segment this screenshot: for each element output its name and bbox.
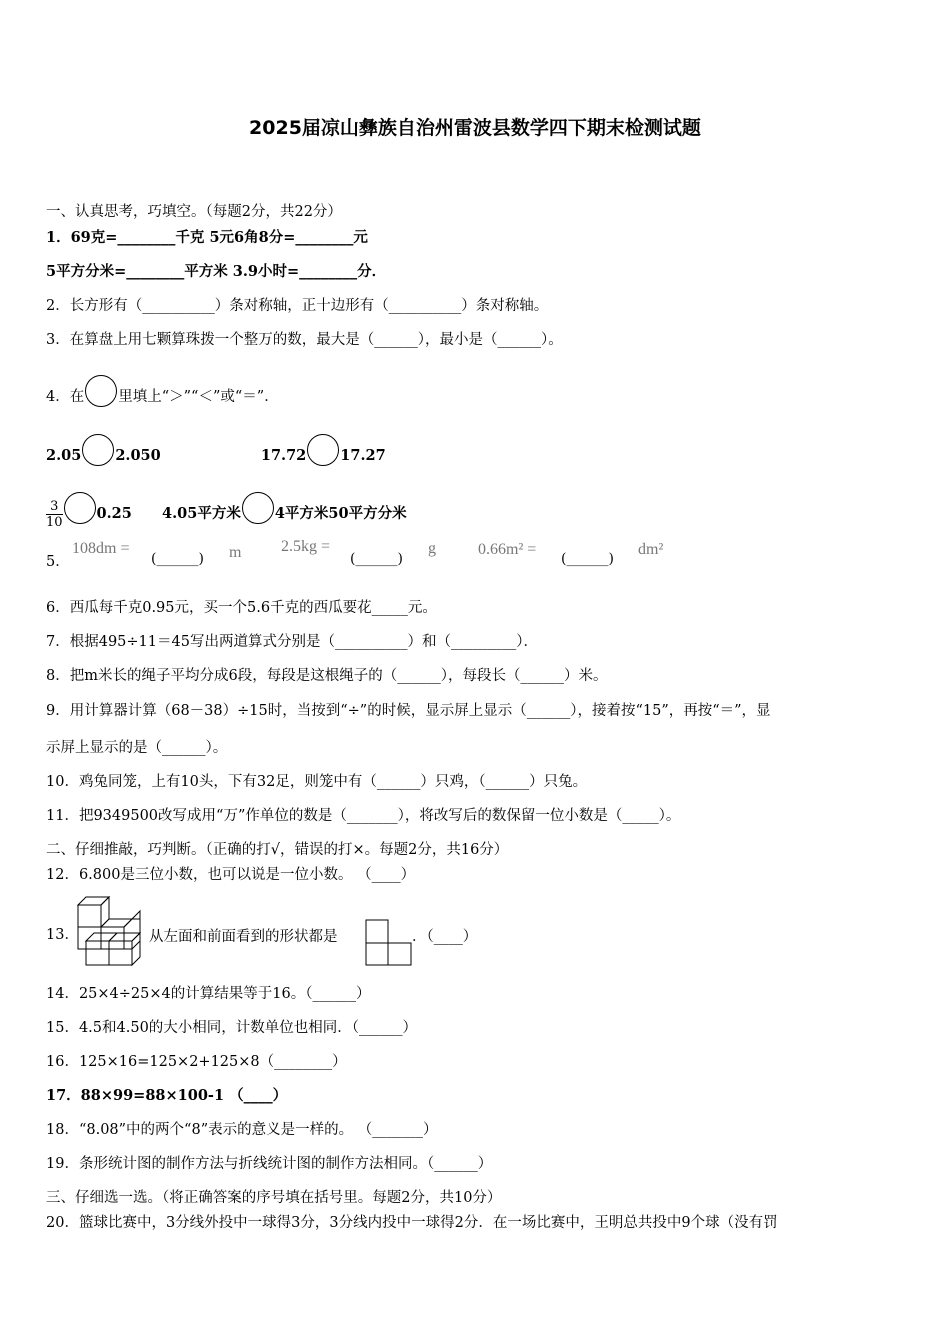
question-3: 3．在算盘上用七颗算珠拨一个整万的数，最大是（______），最小是（______）。: [46, 332, 563, 348]
q5c-expression: 0.66m² =: [478, 541, 537, 558]
q5a-blank[interactable]: (______): [151, 551, 204, 567]
compare-circle-icon: [85, 375, 117, 407]
question-9-line-1: 9．用计算器计算（68－38）÷15时，当按到“÷”的时候，显示屏上显示（______），接着按“15”，再按“＝”，显: [46, 703, 771, 719]
question-10: 10．鸡兔同笼，上有10头，下有32足，则笼中有（______）只鸡，（______）只兔。: [46, 774, 588, 790]
q5a-unit: m: [229, 544, 242, 561]
compare-circle-icon[interactable]: [307, 434, 339, 466]
compare-circle-icon[interactable]: [64, 492, 96, 524]
fraction-numerator: 3: [46, 499, 63, 515]
question-4: [46, 375, 279, 407]
q4c-right: 0.25: [96, 505, 132, 522]
question-5-number: 5．: [46, 554, 70, 570]
compare-circle-icon[interactable]: [242, 492, 274, 524]
fraction: [46, 499, 63, 530]
q4b-left: 17.72: [260, 447, 307, 464]
section-2-heading: 二、仔细推敲，巧判断。（正确的打√，错误的打×。每题2分，共16分）: [46, 842, 509, 858]
question-9-line-2: 示屏上显示的是（______）。: [46, 740, 228, 756]
question-8: 8．把m米长的绳子平均分成6段，每段是这根绳子的（______），每段长（______）米。: [46, 668, 608, 684]
section-1-heading: 一、认真思考，巧填空。（每题2分，共22分）: [46, 204, 342, 220]
q4d-left: 4.05平方米: [162, 505, 241, 522]
compare-circle-icon[interactable]: [82, 434, 114, 466]
q4d-right: 4平方米50平方分米: [274, 505, 407, 522]
question-18: 18．“8.08”中的两个“8”表示的意义是一样的。 （_______）: [46, 1122, 438, 1138]
q4a-right: 2.050: [115, 447, 161, 464]
q5c-unit: dm²: [638, 541, 664, 558]
question-16: 16．125×16=125×2+125×8（________）: [46, 1054, 347, 1070]
question-7: 7．根据495÷11＝45写出两道算式分别是（__________）和（_________）．: [46, 634, 538, 650]
q5a-expression: 108dm =: [72, 540, 130, 557]
question-14: 14．25×4÷25×4的计算结果等于16。（______）: [46, 986, 371, 1002]
q13-text: 从左面和前面看到的形状都是: [149, 929, 338, 945]
q13-answer[interactable]: ．（____）: [412, 929, 478, 945]
question-15: 15．4.5和4.50的大小相同，计数单位也相同．（______）: [46, 1020, 418, 1036]
q4b-right: 17.27: [340, 447, 386, 464]
fraction-denominator: 10: [46, 514, 63, 530]
q5b-expression: 2.5kg =: [281, 538, 331, 555]
question-19: 19．条形统计图的制作方法与折线统计图的制作方法相同。（______）: [46, 1156, 493, 1172]
cube-stack-figure: [76, 895, 150, 967]
q5b-unit: g: [428, 540, 436, 557]
question-2: 2．长方形有（__________）条对称轴，正十边形有（__________）条对称轴。: [46, 298, 549, 314]
q5b-blank[interactable]: (______): [350, 551, 403, 567]
question-11: 11．把9349500改写成用“万”作单位的数是（_______），将改写后的数保留一位小数是（_____）。: [46, 808, 681, 824]
q4-row-1: [46, 434, 386, 466]
question-1-line-1: 1．69克=________千克 5元6角8分=________元: [46, 229, 368, 246]
q4-prefix: 4．在: [46, 389, 85, 405]
q4-instruction: 里填上“＞”“＜”或“＝”．: [118, 389, 279, 405]
q4a-left: 2.05: [46, 447, 82, 464]
view-shape-figure: [365, 918, 413, 968]
question-20: 20．篮球比赛中，3分线外投中一球得3分，3分线内投中一球得2分．在一场比赛中，王明总共投中9个球（没有罚: [46, 1215, 778, 1231]
q4-row-2: [46, 492, 407, 530]
question-12: 12．6.800是三位小数，也可以说是一位小数。 （____）: [46, 867, 416, 883]
question-13-number: 13．: [46, 927, 79, 943]
question-1-line-2: 5平方分米=________平方米 3.9小时=________分．: [46, 263, 387, 280]
page-title: 2025届凉山彝族自治州雷波县数学四下期末检测试题: [249, 117, 701, 139]
question-6: 6．西瓜每千克0.95元，买一个5.6千克的西瓜要花_____元。: [46, 600, 437, 616]
section-3-heading: 三、仔细选一选。（将正确答案的序号填在括号里。每题2分，共10分）: [46, 1190, 502, 1206]
question-17: 17．88×99=88×100-1 （____）: [46, 1087, 288, 1104]
q5c-blank[interactable]: (______): [561, 551, 614, 567]
